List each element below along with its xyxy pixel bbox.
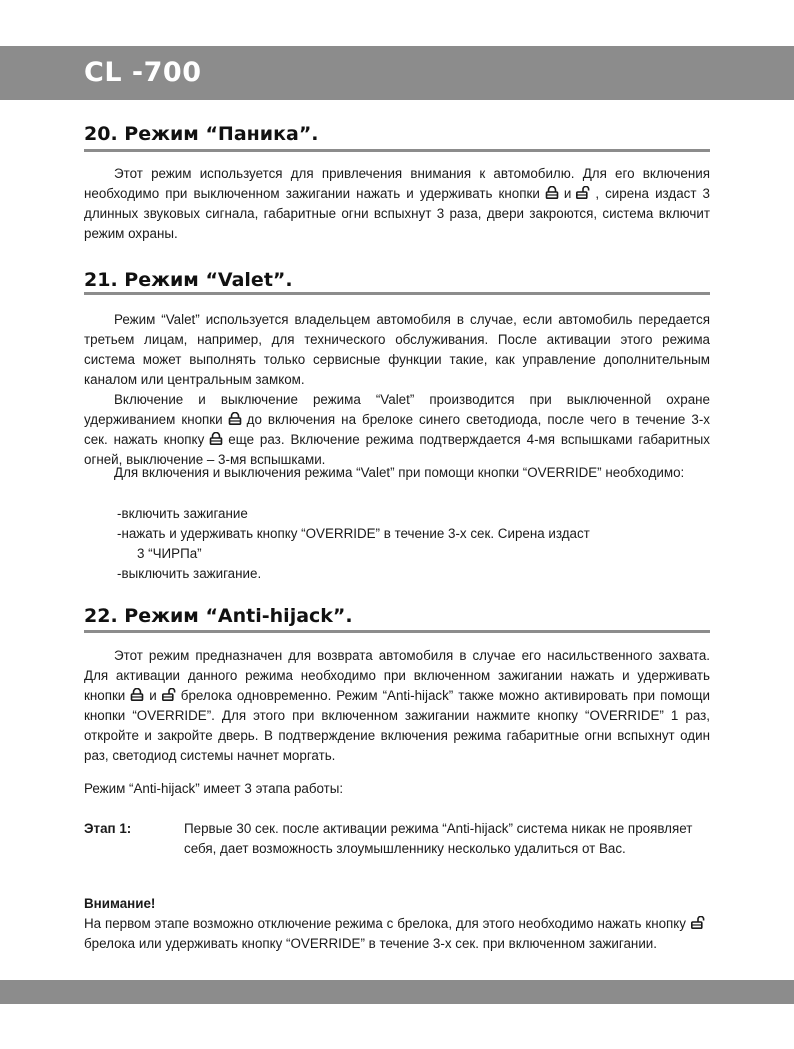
unlock-icon xyxy=(576,186,590,199)
section-21-rule xyxy=(84,292,710,295)
footer-bar xyxy=(0,980,794,1004)
warning-text: На первом этапе возможно отключение режима с брелока, для этого необходимо нажать кнопку брелока или удерживать кнопку “OVERRIDE” в течение 3-х сек. при включенном зажигании. xyxy=(84,914,710,954)
model-title: CL -700 xyxy=(84,57,202,88)
valet-step-2-cont: 3 “ЧИРПа” xyxy=(137,546,202,561)
unlock-icon xyxy=(691,916,705,929)
lock-icon xyxy=(228,412,242,425)
valet-step-1: -включить зажигание xyxy=(117,506,248,521)
section-20-paragraph: Этот режим используется для привлечения внимания к автомобилю. Для его включения необходимо при выключенном зажигании нажать и удерживать кнопки и , сирена издаст 3 длинных звуковых сигнала, габаритные огни вспыхнут 3 раза, двери закроются, система включит режим охраны. xyxy=(84,166,710,241)
stage-1-text: Первые 30 сек. после активации режима “Anti-hijack” система никак не проявляет себя, дает возможность злоумышленнику несколько удалиться от Вас. xyxy=(184,821,693,856)
section-21-paragraph-1: Режим “Valet” используется владельцем автомобиля в случае, если автомобиль передается третьем лицам, например, для технического обслуживания. После активации этого режима система может выполнять только сервисные функции такие, как управление дополнительным каналом или центральным замком. xyxy=(84,312,710,387)
stage-1-label: Этап 1: xyxy=(84,821,132,836)
section-21-paragraph-3: Для включения и выключения режима “Valet” при помощи кнопки “OVERRIDE” необходимо: xyxy=(114,465,685,480)
warning-label: Внимание! xyxy=(84,896,156,911)
lock-icon xyxy=(209,432,223,445)
lock-icon xyxy=(130,688,144,701)
section-20-title: 20. Режим “Паника”. xyxy=(84,123,319,145)
unlock-icon xyxy=(162,688,176,701)
valet-step-2: -нажать и удерживать кнопку “OVERRIDE” в течение 3-х сек. Сирена издаст xyxy=(117,526,590,541)
section-21-title: 21. Режим “Valet”. xyxy=(84,269,293,291)
lock-icon xyxy=(545,186,559,199)
section-22-rule xyxy=(84,630,710,633)
section-22-paragraph: Этот режим предназначен для возврата автомобиля в случае его насильственного захвата. Для активации данного режима необходимо при включенном зажигании нажать и удерживать кнопки и брелока одновременно. Режим “Anti-hijack” также можно активировать при помощи кнопки “OVERRIDE”. Для этого при включенном зажигании нажмите кнопку “OVERRIDE” 1 раз, откройте и закройте дверь. В подтверждение включения режима габаритные огни вспыхнут один раз, светодиод системы начнет моргать. xyxy=(84,648,710,763)
section-20-rule xyxy=(84,149,710,152)
section-21-paragraph-2: Включение и выключение режима “Valet” производится при выключенной охране удерживанием кнопки до включения на брелоке синего светодиода, после чего в течение 3-х сек. нажать кнопку еще раз. Включение режима подтверждается 4-мя вспышками габаритных огней, выключение – 3-мя вспышками. xyxy=(84,392,710,467)
section-22-title: 22. Режим “Anti-hijack”. xyxy=(84,605,353,627)
stages-intro: Режим “Anti-hijack” имеет 3 этапа работы: xyxy=(84,781,344,796)
valet-step-3: -выключить зажигание. xyxy=(117,566,262,581)
